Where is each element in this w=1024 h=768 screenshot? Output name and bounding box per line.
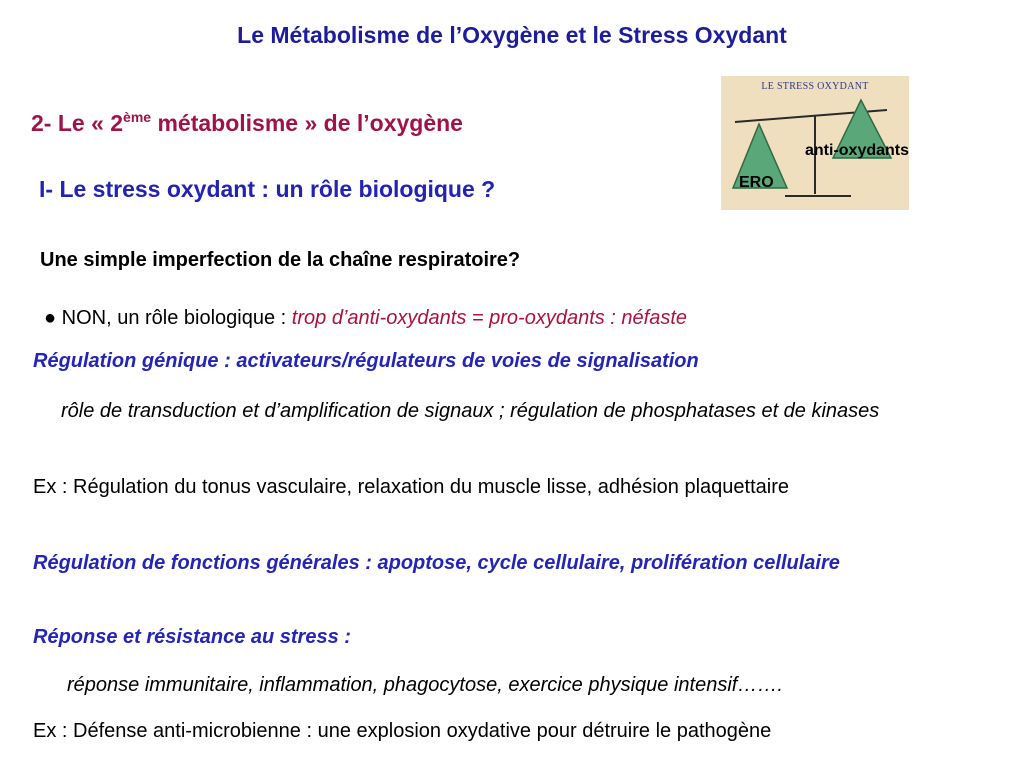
example1-line: Ex : Régulation du tonus vasculaire, relaxation du muscle lisse, adhésion plaquettaire <box>33 476 789 498</box>
ero-label: ERO <box>739 174 774 191</box>
immune-response-line: réponse immunitaire, inflammation, phagocytose, exercice physique intensif……. <box>67 674 783 696</box>
section2-suffix: métabolisme » de l’oxygène <box>151 110 463 136</box>
genic-regulation-line: Régulation génique : activateurs/régulateurs de voies de signalisation <box>33 350 699 372</box>
section2-prefix: 2- Le « 2 <box>31 110 124 136</box>
transduction-line: rôle de transduction et d’amplification de signaux ; régulation de phosphatases et de kinases <box>61 400 880 422</box>
antioxidants-label: anti-oxydants <box>805 142 910 159</box>
question-heading: Une simple imperfection de la chaîne respiratoire? <box>40 249 521 271</box>
example2-line: Ex : Défense anti-microbienne : une explosion oxydative pour détruire le pathogène <box>33 720 772 742</box>
general-functions-line: Régulation de fonctions générales : apoptose, cycle cellulaire, prolifération cellulaire <box>33 552 840 574</box>
section-heading-second-metabolism <box>31 110 463 137</box>
section-heading-oxidative-stress: I- Le stress oxydant : un rôle biologique ? <box>39 176 496 202</box>
stress-response-line: Réponse et résistance au stress : <box>33 626 351 648</box>
bullet-emphasis: trop d’anti-oxydants = pro-oxydants : néfaste <box>291 307 688 329</box>
illustration-title: LE STRESS OXYDANT <box>761 81 869 92</box>
bullet-text: NON, un rôle biologique : <box>61 307 292 329</box>
slide-title: Le Métabolisme de l’Oxygène et le Stress Oxydant <box>237 22 787 48</box>
section2-superscript: ème <box>123 109 152 125</box>
bullet-icon: ● <box>44 307 57 329</box>
bullet-item <box>44 307 687 330</box>
